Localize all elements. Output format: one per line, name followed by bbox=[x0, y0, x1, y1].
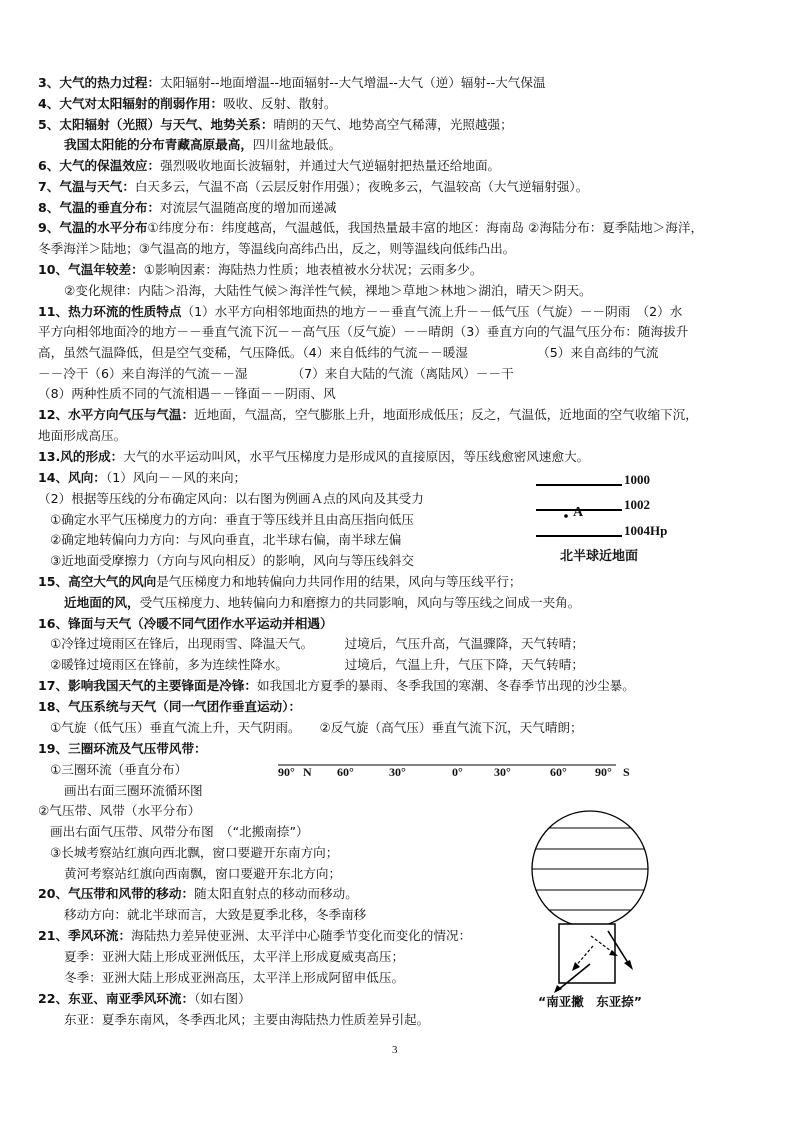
body-text: 对流层气温随高度的增加而递减 bbox=[160, 200, 337, 215]
body-text: ②确定地转偏向力方向：与风向垂直，北半球右偏，南半球左偏 bbox=[50, 532, 402, 547]
body-text: ①三圈环流（垂直分布） bbox=[50, 762, 188, 777]
point-a-dot bbox=[564, 514, 568, 518]
heading-text: 16、锋面与天气（冷暖不同气团作水平运动并相遇） bbox=[38, 616, 333, 631]
body-text: （1）水平方向相邻地面热的地方－－垂直气流上升－－低气压（气旋）－－阴雨 （2）水 bbox=[181, 304, 683, 319]
latitude-label: 60° bbox=[550, 765, 567, 779]
heading-text: 4、大气对太阳辐射的削弱作用： bbox=[38, 96, 224, 111]
heading-text: 19、三圈环流及气压带风带： bbox=[38, 741, 207, 756]
body-text: 海陆热力差异使亚洲、太平洋中心随季节变化而变化的情况： bbox=[131, 928, 472, 943]
body-text: 如我国北方夏季的暴雨、冬季我国的寒潮、冬春季节出现的沙尘暴。 bbox=[257, 678, 635, 693]
heading-text: 3、大气的热力过程： bbox=[38, 75, 161, 90]
body-text: 冬季：亚洲大陆上形成亚洲高压，太平洋上形成阿留申低压。 bbox=[64, 970, 405, 985]
body-text: ②气压带、风带（水平分布） bbox=[38, 803, 201, 818]
body-text: 是气压梯度力和地转偏向力共同作用的结果，风向与等压线平行； bbox=[156, 574, 522, 589]
latitude-label: 0° bbox=[452, 765, 463, 779]
latitude-label: 90° bbox=[595, 765, 612, 779]
isobar-label-1002: 1002 bbox=[624, 497, 650, 512]
body-text: 四川盆地最低。 bbox=[252, 137, 342, 152]
body-text: 画出右面三圈环流循环图 bbox=[64, 783, 203, 798]
heading-text: 10、气温年较差： bbox=[38, 262, 144, 277]
heading-text: 11、热力环流的性质特点 bbox=[38, 304, 182, 319]
body-text: ②变化规律：内陆＞沿海，大陆性气候＞海洋性气候，裸地＞草地＞林地＞湖泊，晴天＞阴天。 bbox=[64, 283, 592, 298]
body-text: 随太阳直射点的移动而移动。 bbox=[194, 886, 358, 901]
body-text: 强烈吸收地面长波辐射，并通过大气逆辐射把热量还给地面。 bbox=[160, 158, 501, 173]
body-text: 东亚：夏季东南风，冬季西北风；主要由海陆热力性质差异引起。 bbox=[64, 1012, 430, 1027]
body-text: ①影响因素：海陆热力性质；地表植被水分状况；云雨多少。 bbox=[143, 262, 483, 277]
body-text: ②暖锋过境雨区在锋前，多为连续性降水。 过境后，气温上升，气压下降，天气转晴； bbox=[50, 657, 584, 672]
heading-text: 7、气温与天气： bbox=[38, 179, 135, 194]
east-asia-arrowhead-2 bbox=[624, 960, 633, 970]
heading-text: 21、季风环流： bbox=[38, 928, 132, 943]
globe-figure bbox=[530, 811, 650, 927]
latitude-label: 90° bbox=[278, 765, 295, 779]
heading-text: 9、气温的水平分布 bbox=[38, 220, 148, 235]
body-text: ①气旋（低气压）垂直气流上升，天气阴雨。 ②反气旋（高气压）垂直气流下沉，天气晴朗； bbox=[50, 720, 583, 735]
latitude-label: 30° bbox=[389, 765, 406, 779]
isobar-label-1000: 1000 bbox=[624, 472, 650, 487]
heading-text: 8、气温的垂直分布： bbox=[38, 200, 161, 215]
body-text: 平方向相邻地面冷的地方－－垂直气流下沉－－高气压（反气旋）－－晴朗（3）垂直方向的气温气压分布：随海拔升 bbox=[38, 324, 689, 339]
heading-text: 17、影响我国天气的主要锋面是冷锋： bbox=[38, 678, 258, 693]
body-text: 白天多云，气温不高（云层反射作用强）；夜晚多云，气温较高（大气逆辐射强）。 bbox=[134, 179, 589, 194]
monsoon-figure bbox=[554, 924, 633, 993]
body-text: 太阳辐射--地面增温--地面辐射--大气增温--大气（逆）辐射--大气保温 bbox=[160, 75, 546, 90]
body-text: －－冷干（6）来自海洋的气流－－湿 （7）来自大陆的气流（离陆风）－－干 bbox=[38, 366, 514, 381]
body-text: （如右图） bbox=[194, 991, 251, 1006]
body-text: 晴朗的天气、地势高空气稀薄，光照越强； bbox=[273, 117, 513, 132]
body-text: 黄河考察站红旗向西南飘，窗口要避开东北方向； bbox=[64, 866, 342, 881]
body-text: 画出右面气压带、风带分布图 （“北搬南捺”） bbox=[50, 824, 309, 839]
monsoon-caption: “南亚撇 东亚捺” bbox=[538, 994, 642, 1009]
heading-text: 12、水平方向气压与气温： bbox=[38, 407, 195, 422]
heading-text: 我国太阳能的分布青藏高原最高， bbox=[64, 137, 253, 152]
body-text: ①确定水平气压梯度力的方向：垂直于等压线并且由高压指向低压 bbox=[50, 512, 414, 527]
body-text: （8）两种性质不同的气流相遇－－锋面－－阴雨、风 bbox=[38, 386, 336, 401]
latitude-label: 30° bbox=[494, 765, 511, 779]
body-text: 夏季：亚洲大陆上形成亚洲低压，太平洋上形成夏威夷高压； bbox=[64, 949, 405, 964]
body-text: 大气的水平运动叫风，水平气压梯度力是形成风的直接原因，等压线愈密风速愈大。 bbox=[123, 449, 590, 464]
body-text: 受气压梯度力、地转偏向力和磨擦力的共同影响，风向与等压线之间成一夹角。 bbox=[139, 595, 581, 610]
latitude-label: N bbox=[303, 765, 312, 779]
heading-text: 13.风的形成： bbox=[38, 449, 124, 464]
heading-text: 6、大气的保温效应： bbox=[38, 158, 161, 173]
heading-text: 20、气压带和风带的移动： bbox=[38, 886, 195, 901]
body-text: ①冷锋过境雨区在锋后，出现雨雪、降温天气。 过境后，气压升高，气温骤降，天气转晴； bbox=[50, 636, 584, 651]
body-text: 地面形成高压。 bbox=[38, 428, 127, 443]
body-text: ③近地面受摩擦力（方向与风向相反）的影响，风向与等压线斜交 bbox=[50, 553, 414, 568]
body-text: ①纬度分布：纬度越高，气温越低，我国热量最丰富的地区：海南岛 ②海陆分布：夏季陆地＞海洋， bbox=[147, 220, 704, 235]
body-text: 高，虽然气温降低，但是空气变稀，气压降低。（4）来自低纬的气流－－暖湿 （5）来自高纬的气流 bbox=[38, 345, 659, 360]
body-text: （2）根据等压线的分布确定风向：以右图为例画Ａ点的风向及其受力 bbox=[38, 491, 424, 506]
isobar-caption: 北半球近地面 bbox=[560, 549, 639, 564]
body-text: （1）风向－－风的来向； bbox=[105, 470, 247, 485]
body-text: ③长城考察站红旗向西北飘，窗口要避开东南方向； bbox=[50, 845, 339, 860]
isobar-label-1004: 1004Hp bbox=[624, 523, 668, 538]
heading-text: 15、高空大气的风向 bbox=[38, 574, 157, 589]
point-a-label: A bbox=[573, 505, 584, 520]
body-text: 吸收、反射、散射。 bbox=[223, 96, 337, 111]
heading-text: 14、风向： bbox=[38, 470, 106, 485]
heading-text: 近地面的风， bbox=[64, 595, 140, 610]
body-text: 冬季海洋＞陆地；③气温高的地方，等温线向高纬凸出，反之，则等温线向低纬凸出。 bbox=[38, 241, 516, 256]
heading-text: 22、东亚、南亚季风环流： bbox=[38, 991, 195, 1006]
body-text: 近地面，气温高，空气膨胀上升，地面形成低压；反之，气温低，近地面的空气收缩下沉， bbox=[194, 407, 698, 422]
monsoon-box bbox=[559, 924, 615, 983]
latitude-label: 60° bbox=[337, 765, 354, 779]
body-text: 移动方向：就北半球而言，大致是夏季北移，冬季南移 bbox=[64, 907, 367, 922]
page-number: 3 bbox=[392, 1044, 398, 1056]
heading-text: 18、气压系统与天气（同一气团作垂直运动）： bbox=[38, 699, 302, 714]
latitude-label: S bbox=[623, 765, 630, 779]
heading-text: 5、太阳辐射（光照）与天气、地势关系： bbox=[38, 117, 274, 132]
